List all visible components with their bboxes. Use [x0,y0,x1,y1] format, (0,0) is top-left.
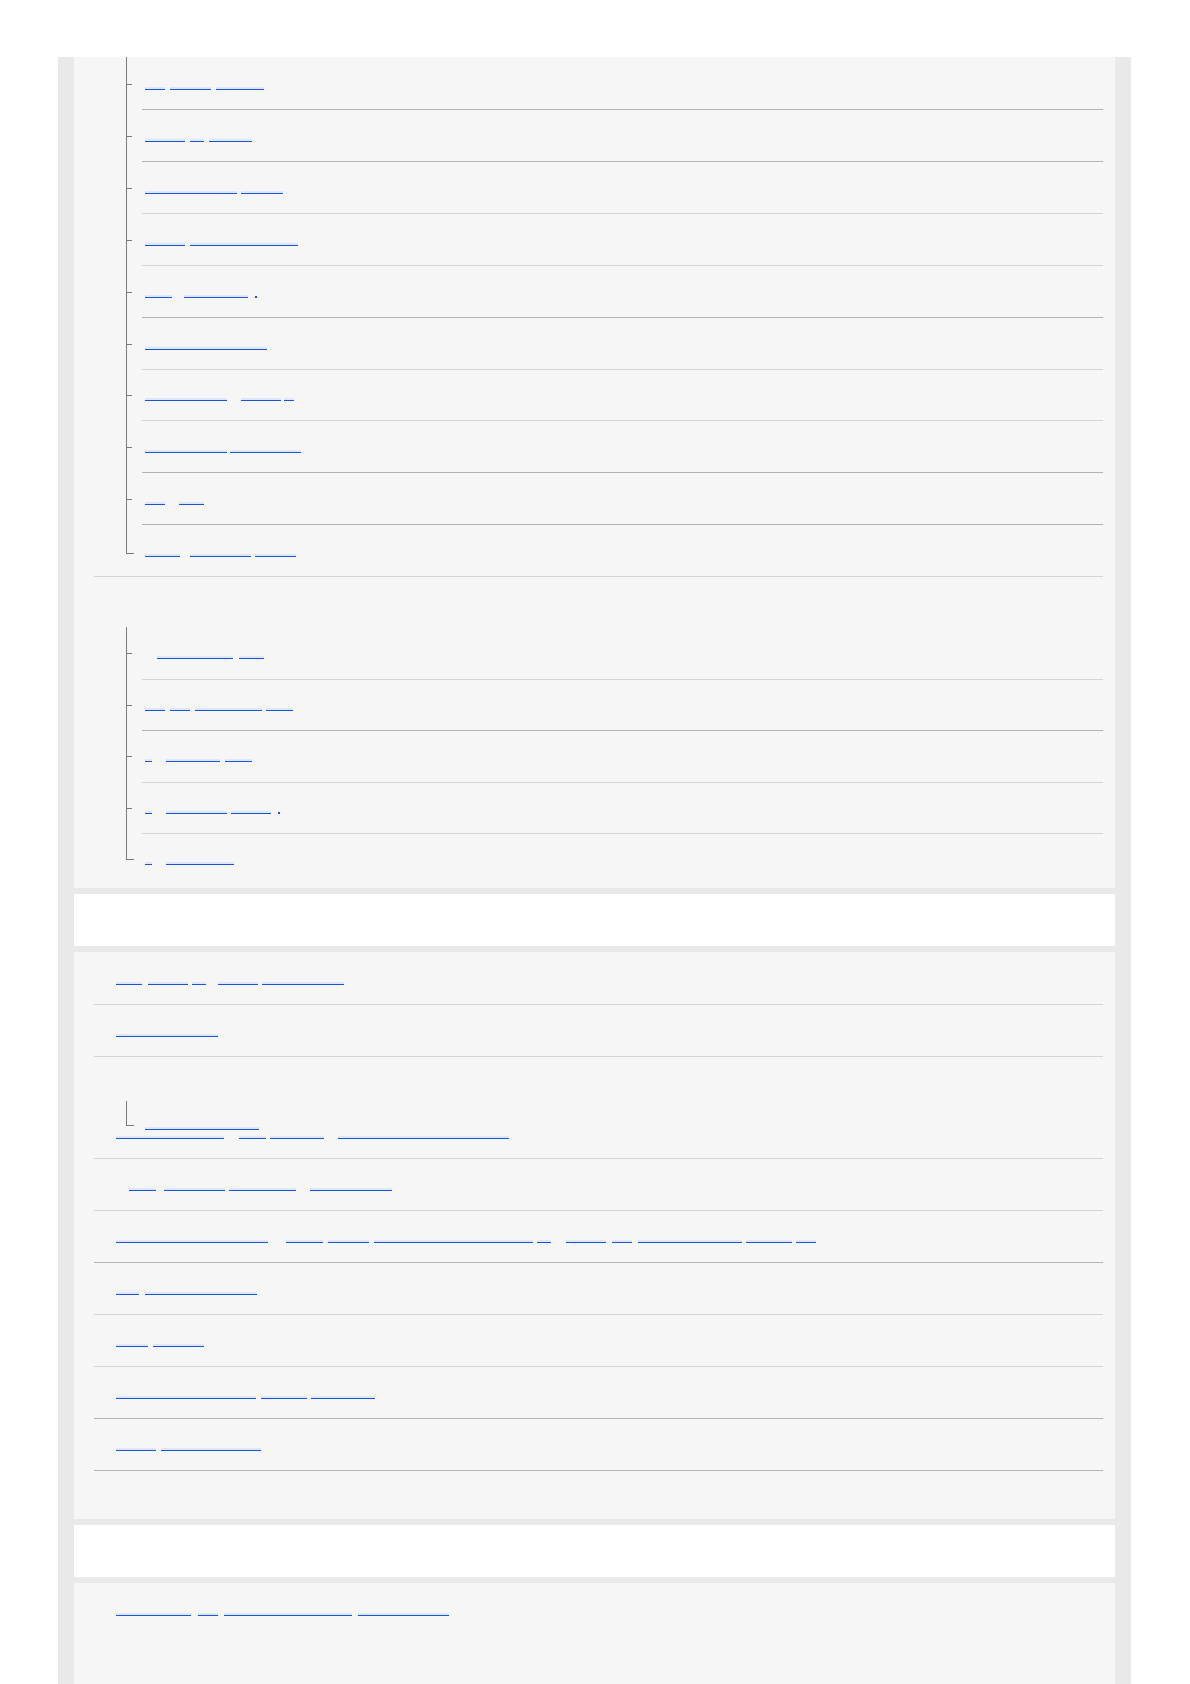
divider [94,1004,1103,1005]
link-underline [537,1240,551,1243]
link-underline [116,1292,139,1295]
link-underline [116,1240,268,1243]
divider [142,161,1103,162]
link-underline [358,1613,449,1616]
link-underline [612,1240,632,1243]
divider [94,1366,1103,1367]
divider [142,369,1103,370]
tree-connector [126,1101,127,1125]
link-underline [145,862,152,865]
link-underline [116,1613,191,1616]
link-underline [166,811,227,814]
document-frame [58,57,1131,1684]
list-item-link[interactable] [116,1383,386,1399]
link-underline [225,759,252,762]
link-underline [239,1136,266,1139]
tree-tick [126,84,132,85]
section-panel-1 [74,57,1115,888]
link-underline [241,398,281,401]
link-underline [229,1188,296,1191]
link-underline [153,1344,204,1347]
link-underline [145,554,180,557]
link-underline [255,554,296,557]
tree-tick [126,395,132,396]
link-underline [796,1240,816,1243]
tree-corner-tick [126,553,134,554]
link-underline [129,1188,156,1191]
divider [142,265,1103,266]
list-item-link[interactable] [145,385,295,401]
list-item-link[interactable] [116,1331,211,1347]
link-underline [116,1344,148,1347]
link-underline [311,1396,375,1399]
link-underline [270,1136,324,1139]
link-underline [286,1240,323,1243]
link-underline [145,759,152,762]
link-underline [145,450,227,453]
list-item-link[interactable] [145,230,300,246]
link-underline [170,87,211,90]
link-underline [145,139,185,142]
link-underline [266,708,293,711]
divider [142,782,1103,783]
link-underline [184,295,248,298]
list-item-link[interactable] [116,1279,266,1295]
tree-connector [126,627,127,859]
list-item-link[interactable] [145,489,215,505]
section-header-band [74,1525,1115,1577]
list-item-link[interactable] [145,178,285,194]
list-item-link[interactable] [145,798,285,814]
tree-corner-tick [126,859,134,860]
divider [142,472,1103,473]
divider [142,730,1103,731]
divider [142,833,1103,834]
divider [94,1210,1103,1211]
link-underline [145,347,267,350]
link-underline [145,811,152,814]
link-underline [746,1240,792,1243]
link-underline [145,398,227,401]
divider [142,420,1103,421]
tree-tick [126,292,132,293]
divider [94,1158,1103,1159]
tree-tick [126,188,132,189]
divider [142,109,1103,110]
link-underline [241,191,283,194]
list-item-link[interactable] [145,74,265,90]
link-underline [116,1448,156,1451]
link-underline [216,87,264,90]
divider [94,1314,1103,1315]
link-underline [170,708,190,711]
link-underline [166,759,220,762]
list-item-link[interactable] [145,695,295,711]
divider [94,1262,1103,1263]
list-item-link[interactable] [145,541,300,557]
list-item-link[interactable] [145,849,245,865]
link-underline [566,1240,606,1243]
link-underline [145,708,165,711]
list-item-link[interactable] [145,282,260,298]
divider [94,1418,1103,1419]
list-item-link[interactable] [116,1123,521,1139]
link-underline [190,243,298,246]
list-item-link[interactable] [145,437,305,453]
link-underline [190,139,204,142]
list-item-link[interactable] [145,126,255,142]
link-underline [145,243,185,246]
link-underline [638,1240,742,1243]
link-underline [116,1136,224,1139]
tree-tick [126,653,132,654]
list-item-link[interactable] [116,1600,461,1616]
link-underline [374,1240,533,1243]
link-underline [145,295,172,298]
link-underline [198,1613,218,1616]
link-underline [261,1396,307,1399]
link-underline [310,1188,392,1191]
link-underline [284,398,294,401]
link-underline [328,1240,369,1243]
tree-tick [126,808,132,809]
link-underline [157,656,233,659]
divider [142,213,1103,214]
link-underline [239,656,264,659]
list-item-link[interactable] [145,334,270,350]
link-underline [230,450,301,453]
link-underline [116,1396,256,1399]
link-underline [148,982,188,985]
tree-tick [126,136,132,137]
divider [94,1470,1103,1471]
divider [94,576,1103,577]
list-item-link[interactable] [116,1435,271,1451]
link-underline [164,1188,225,1191]
divider [94,1056,1103,1057]
link-underline [145,502,165,505]
link-underline [179,502,204,505]
link-underline [116,1034,218,1037]
list-item-link[interactable] [116,1227,846,1243]
tree-tick [126,499,132,500]
link-underline [224,1613,352,1616]
section-panel-3 [74,1583,1115,1684]
section-header-band [74,894,1115,946]
link-underline [195,708,262,711]
link-underline [145,191,237,194]
tree-connector [126,57,127,553]
link-underline [116,982,142,985]
tree-tick [126,705,132,706]
tree-tick [126,756,132,757]
list-item-link[interactable] [145,746,255,762]
link-underline [192,982,206,985]
list-item-link[interactable] [116,1021,226,1037]
divider [142,317,1103,318]
link-underline [255,296,257,298]
link-underline [190,554,251,557]
link-underline [278,812,280,814]
divider [142,679,1103,680]
list-item-link[interactable] [157,643,267,659]
link-underline [145,87,165,90]
tree-tick [126,447,132,448]
tree-tick [126,240,132,241]
link-underline [218,982,258,985]
link-underline [338,1136,509,1139]
link-underline [231,811,271,814]
link-underline [166,862,234,865]
list-item-link[interactable] [129,1175,399,1191]
divider [142,524,1103,525]
section-panel-2 [74,952,1115,1519]
list-item-link[interactable] [116,969,356,985]
link-underline [209,139,252,142]
link-underline [161,1448,261,1451]
link-underline [262,982,344,985]
tree-tick [126,344,132,345]
link-underline [145,1292,257,1295]
